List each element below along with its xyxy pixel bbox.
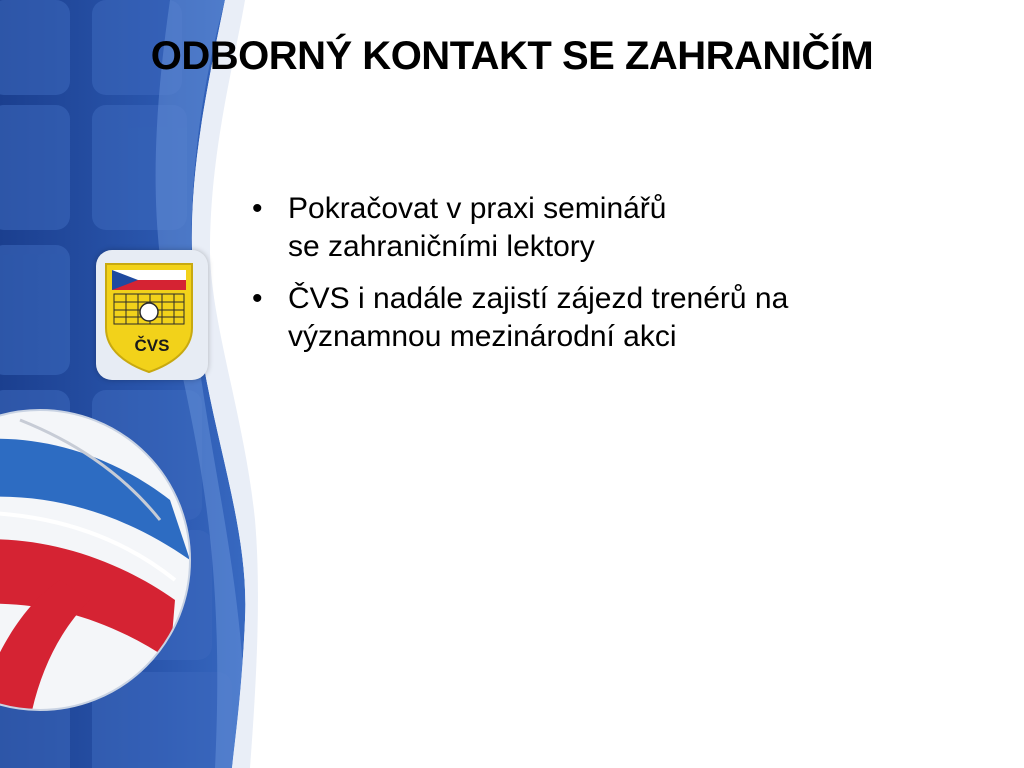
- bullet-text-line: významnou mezinárodní akci: [288, 320, 677, 353]
- cvs-volleyball-federation-logo: [96, 250, 208, 380]
- bullet-marker: •: [252, 282, 263, 315]
- list-item: [248, 280, 908, 356]
- cvs-logo-tile: [96, 250, 208, 380]
- bullet-text-line: ČVS i nadále zajistí zájezd trenérů na: [288, 282, 789, 315]
- bullet-text-line: se zahraničními lektory: [288, 230, 595, 263]
- bullet-marker: •: [252, 192, 263, 225]
- bullet-text-line: Pokračovat v praxi seminářů: [288, 192, 667, 225]
- list-item: [248, 190, 908, 266]
- slide-title: ODBORNÝ KONTAKT SE ZAHRANIČÍM: [150, 34, 874, 78]
- logo-text: ČVS: [134, 336, 170, 355]
- bullet-list: [248, 190, 908, 370]
